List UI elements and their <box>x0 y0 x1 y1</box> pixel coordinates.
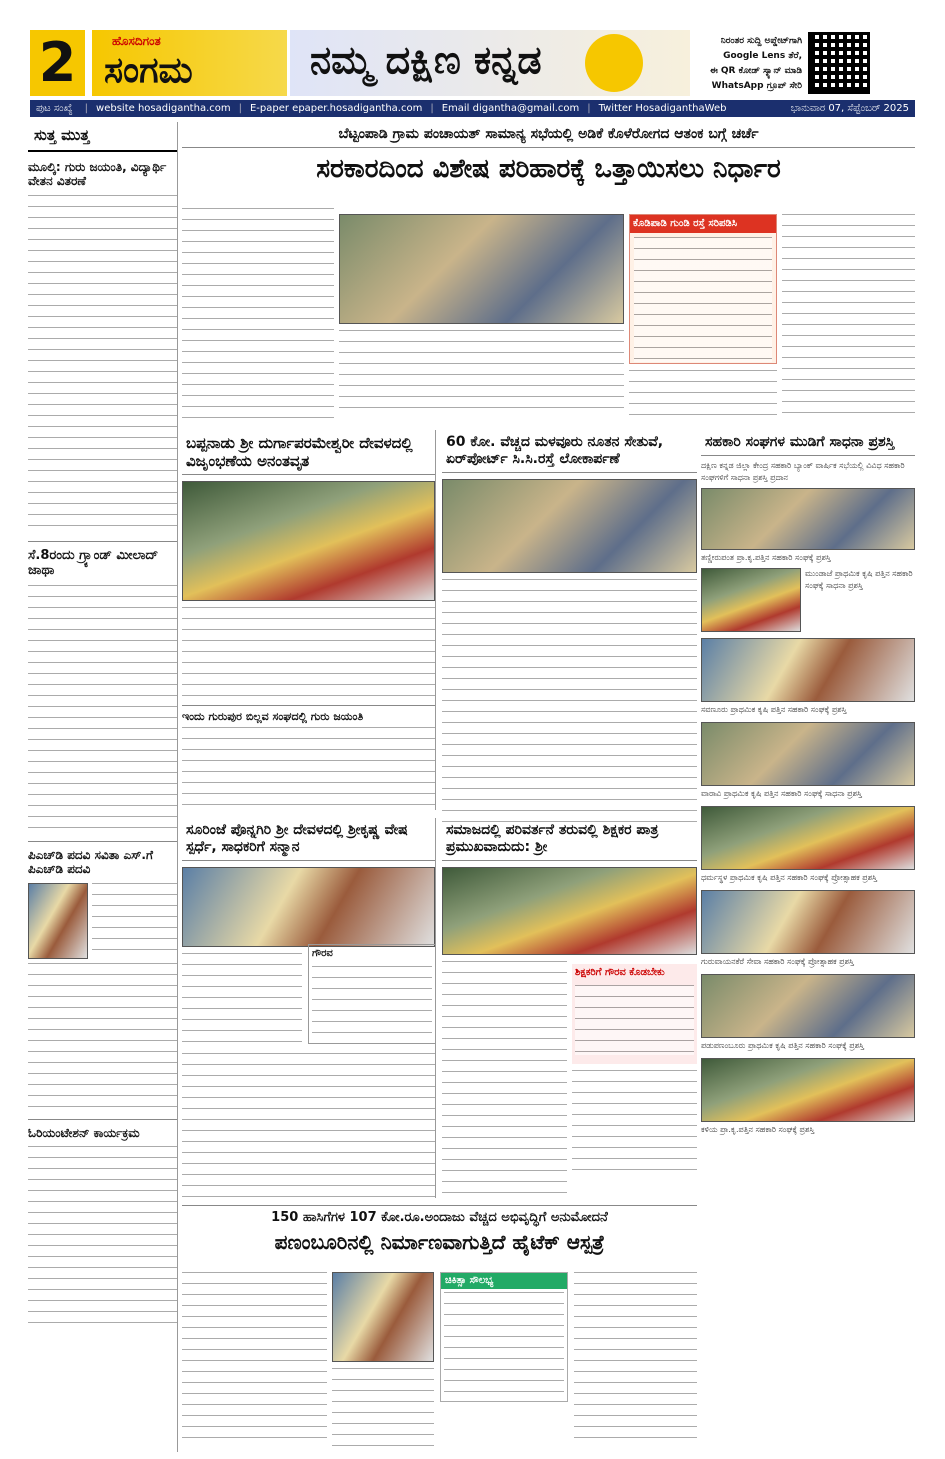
story-temple <box>182 430 436 810</box>
story-hospital <box>182 1205 697 1450</box>
story-headline: 60 ಕೋ. ವೆಚ್ಚದ ಮಳವೂರು ನೂತನ ಸೇತುವೆ, ಏರ್‌ಪೋರ್ಟ್ ಸಿ.ಸಿ.ರಸ್ತೆ ಲೋಕಾರ್ಪಣೆ <box>442 430 697 473</box>
hospital-photo <box>332 1272 434 1362</box>
lead-kicker: ಬೆಟ್ಟಂಪಾಡಿ ಗ್ರಾಮ ಪಂಚಾಯತ್ ಸಾಮಾನ್ಯ ಸಭೆಯಲ್ಲಿ ಅಡಿಕೆ ಕೊಳೆರೋಗದ ಆತಂಕ ಬಗ್ಗೆ ಚರ್ಚೆ <box>182 122 915 148</box>
story-body <box>28 1146 177 1326</box>
page-label: ಪುಟ ಸಂಖ್ಯೆ <box>36 103 73 114</box>
story-teachers <box>442 818 697 1198</box>
photo-caption: ಸವಣೂರು ಪ್ರಾಥಮಿಕ ಕೃಷಿ ಪತ್ತಿನ ಸಹಕಾರಿ ಸಂಘಕ್ಕೆ ಪ್ರಶಸ್ತಿ <box>701 704 847 714</box>
story-body <box>442 579 697 829</box>
page-number: 2 <box>30 30 85 96</box>
photo-caption: ಧರ್ಮಸ್ಥಳ ಪ್ರಾಥಮಿಕ ಕೃಷಿ ಪತ್ತಿನ ಸಹಕಾರಿ ಸಂಘಕ್ಕೆ ಪ್ರೋತ್ಸಾಹಕ ಪ್ರಶಸ್ತಿ <box>701 872 878 882</box>
right-column <box>701 430 915 1450</box>
story-title: ಸೆ.8ರಂದು ಗ್ರ್ಯಾಂಡ್ ಮೀಲಾದ್ ಜಾಥಾ <box>28 547 159 579</box>
quote-box-title: ಶಿಕ್ಷಕರಿಗೆ ಗೌರವ ಕೊಡಬೇಕು <box>575 967 665 978</box>
qr-instructions <box>690 34 802 94</box>
story-title: ಮೂಲ್ಕಿ: ಗುರು ಜಯಂತಿ, ವಿದ್ಯಾರ್ಥಿ ವೇತನ ವಿತರಣೆ <box>28 160 167 189</box>
sidebar-box <box>629 214 777 364</box>
qr-line: Google Lens ತೆರೆ, <box>723 51 802 61</box>
qr-code-icon[interactable] <box>808 32 870 94</box>
story-body <box>28 963 177 1113</box>
photo-caption: ದಕ್ಷಿಣ ಕನ್ನಡ ಜಿಲ್ಲಾ ಕೇಂದ್ರ ಸಹಕಾರಿ ಬ್ಯಾಂಕ್ ವಾರ್ಷಿಕ ಸಭೆಯಲ್ಲಿ ವಿವಿಧ ಸಹಕಾರಿ ಸಂಘಗಳಿಗೆ ಸಾಧನಾ ಪ್ರಶಸ್ತಿ ಪ್ರದಾನ <box>701 460 905 482</box>
sidebar-box-body <box>634 237 772 362</box>
story-headline: ಸಮಾಜದಲ್ಲಿ ಪರಿವರ್ತನೆ ತರುವಲ್ಲಿ ಶಿಕ್ಷಕರ ಪಾತ್ರ ಪ್ರಮುಖವಾದುದು: ಶ್ರೀ <box>442 818 697 861</box>
honour-box-title: ಗೌರವ <box>312 948 333 959</box>
facility-box-body <box>444 1292 564 1392</box>
story-bridge <box>442 430 697 810</box>
bridge-photo <box>442 479 697 573</box>
brand-block <box>92 30 287 96</box>
quote-box-body <box>575 985 694 1055</box>
info-bar: ಪುಟ ಸಂಖ್ಯೆ | website hosadigantha.com | E-paper epaper.hosadigantha.com | Email digantha@gmail.com | Twitter HosadiganthaWeb ಭಾನುವಾರ 07, ಸೆಪ್ಟೆಂಬರ್ 2025 <box>30 100 915 117</box>
epaper-link[interactable]: E-paper epaper.hosadigantha.com <box>249 103 423 114</box>
facility-box-title: ಚಿಕಿತ್ಸಾ ಸೌಲಭ್ಯ <box>441 1273 567 1289</box>
photo-caption: ವಾರಾವಿ ಪ್ರಾಥಮಿಕ ಕೃಷಿ ಪತ್ತಿನ ಸಹಕಾರಿ ಸಂಘಕ್ಕೆ ಸಾಧನಾ ಪ್ರಶಸ್ತಿ <box>701 788 862 798</box>
story-title: ಓರಿಯಂಟೇಶನ್ ಕಾರ್ಯಕ್ರಮ <box>28 1125 140 1140</box>
photo-caption: ಗುರುವಾಯನಕೆರೆ ಸೇವಾ ಸಹಕಾರಿ ಸಂಘಕ್ಕೆ ಪ್ರೋತ್ಸಾಹಕ ಪ್ರಶಸ್ತಿ <box>701 956 854 966</box>
twitter-link[interactable]: Twitter HosadiganthaWeb <box>598 103 727 114</box>
award-photo <box>701 1058 915 1122</box>
story-body <box>28 195 177 535</box>
story-headline: ಸೂರಿಂಜೆ ಪೊನ್ನಗಿರಿ ಶ್ರೀ ದೇವಳದಲ್ಲಿ ಶ್ರೀಕೃಷ್ಣ ವೇಷ ಸ್ಪರ್ಧೆ, ಸಾಧಕರಿಗೆ ಸನ್ಮಾನ <box>182 818 435 861</box>
story-body <box>442 961 567 1201</box>
story-kicker: 150 ಹಾಸಿಗೆಗಳ 107 ಕೋ.ರೂ.ಅಂದಾಜು ವೆಚ್ಚದ ಅಭಿವೃದ್ಧಿಗೆ ಅನುಮೋದನೆ <box>271 1210 608 1225</box>
qr-line: WhatsApp ಗ್ರೂಪ್ ಸೇರಿ <box>711 81 802 91</box>
sun-icon <box>585 34 643 92</box>
qr-line: ಈ QR ಕೋಡ್ ಸ್ಕ್ಯಾನ್ ಮಾಡಿ <box>709 66 802 76</box>
award-photo <box>701 638 915 702</box>
sidebar-box-title: ಕೊಡಿಪಾಡಿ ಗುಂಡಿ ರಸ್ತೆ ಸರಿಪಡಿಸಿ <box>630 215 776 233</box>
section-title: ನಮ್ಮ ದಕ್ಷಿಣ ಕನ್ನಡ <box>290 30 690 96</box>
story-body <box>182 1053 435 1203</box>
award-photo <box>701 890 915 954</box>
email-link[interactable]: Email digantha@gmail.com <box>441 103 580 114</box>
story-body <box>572 1070 697 1180</box>
lead-body <box>782 214 915 418</box>
temple-photo <box>182 481 435 601</box>
photo-caption: ತಣ್ಣೀರುಪಂತ ಪ್ರಾ.ಕೃ.ಪತ್ತಿನ ಸಹಕಾರಿ ಸಂಘಕ್ಕೆ ಪ್ರಶಸ್ತಿ <box>701 552 831 562</box>
issue-date: ಭಾನುವಾರ 07, ಸೆಪ್ಟೆಂಬರ್ 2025 <box>790 103 909 114</box>
award-photo <box>701 806 915 870</box>
lead-body <box>629 370 777 418</box>
brand-small: ಹೊಸದಿಗಂತ <box>112 34 161 48</box>
award-photo <box>701 568 801 632</box>
award-photo <box>701 722 915 786</box>
meeting-photo <box>339 214 624 324</box>
lead-body <box>339 330 624 418</box>
story-body <box>574 1272 697 1447</box>
right-column-headline: ಸಹಕಾರಿ ಸಂಘಗಳ ಮುಡಿಗೆ ಸಾಧನಾ ಪ್ರಶಸ್ತಿ <box>701 430 915 456</box>
brand-title: ಸಂಗಮ <box>104 50 193 91</box>
photo-caption: ಮುಂಡಾಜೆ ಪ್ರಾಥಮಿಕ ಕೃಷಿ ಪತ್ತಿನ ಸಹಕಾರಿ ಸಂಘಕ್ಕೆ ಸಾಧನಾ ಪ್ರಶಸ್ತಿ <box>805 568 913 590</box>
award-photo <box>701 488 915 550</box>
photo-caption: ಕಳಿಯ ಪ್ರಾ.ಕೃ.ಪತ್ತಿನ ಸಹಕಾರಿ ಸಂಘಕ್ಕೆ ಪ್ರಶಸ್ತಿ <box>701 1124 815 1134</box>
masthead <box>0 0 945 100</box>
story-body <box>28 585 177 835</box>
story-body <box>182 953 302 1043</box>
sub-headline: ಇಂದು ಗುರುಪುರ ಬಿಲ್ಲವ ಸಂಘದಲ್ಲಿ ಗುರು ಜಯಂತಿ <box>182 705 435 723</box>
photo-caption: ಪಡುಪಣಂಬೂರು ಪ್ರಾಥಮಿಕ ಕೃಷಿ ಪತ್ತಿನ ಸಹಕಾರಿ ಸಂಘಕ್ಕೆ ಪ್ರಶಸ್ತಿ <box>701 1040 865 1050</box>
story-headline: ಬಪ್ಪನಾಡು ಶ್ರೀ ದುರ್ಗಾಪರಮೇಶ್ವರೀ ದೇವಳದಲ್ಲಿ ವಿಜೃಂಭಣೆಯ ಅನಂತವೃತ <box>182 430 435 475</box>
lead-headline: ಸರಕಾರದಿಂದ ವಿಶೇಷ ಪರಿಹಾರಕ್ಕೆ ಒತ್ತಾಯಿಸಲು ನಿರ್ಧಾರ <box>316 153 781 184</box>
story-body <box>182 607 435 697</box>
qr-line: ನಿರಂತರ ಸುದ್ದಿ ಅಪ್ಡೇಟ್‌ಗಾಗಿ <box>720 36 802 46</box>
honour-box-body <box>312 966 432 1041</box>
story-title: ಪಿಎಚ್‌ಡಿ ಪದವಿ ಸವಿತಾ ಎಸ್.ಗೆ ಪಿಎಚ್‌ಡಿ ಪದವಿ <box>28 847 153 877</box>
website-link[interactable]: website hosadigantha.com <box>96 103 231 114</box>
lead-story <box>182 122 915 422</box>
story-body <box>182 727 435 807</box>
story-body <box>182 1272 327 1447</box>
quote-box <box>572 964 697 1064</box>
story-body <box>332 1368 434 1448</box>
story-headline: ಪಣಂಬೂರಿನಲ್ಲಿ ನಿರ್ಮಾಣವಾಗುತ್ತಿದೆ ಹೈಟೆಕ್ ಆಸ್ಪತ್ರೆ <box>274 1229 605 1254</box>
award-photo <box>701 974 915 1038</box>
story-body <box>92 883 177 959</box>
left-column <box>28 122 178 1452</box>
event-photo <box>182 867 435 947</box>
left-column-header: ಸುತ್ತ ಮುತ್ತ <box>28 122 177 152</box>
story-krishna <box>182 818 436 1198</box>
facility-box <box>440 1272 568 1402</box>
portrait-photo <box>28 883 88 959</box>
lead-body <box>182 208 334 418</box>
teachers-photo <box>442 867 697 955</box>
honour-box <box>308 944 436 1044</box>
